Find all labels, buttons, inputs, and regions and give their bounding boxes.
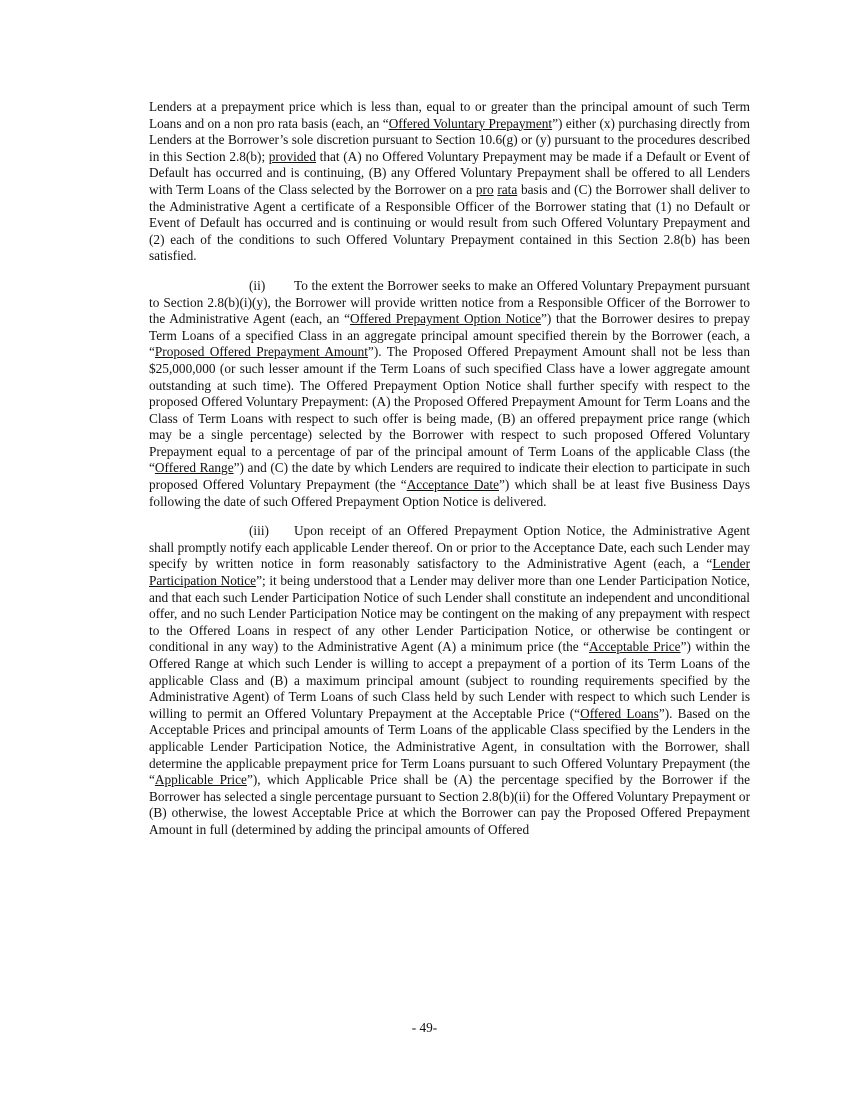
text-run: ”). The Proposed Offered Prepayment Amount shall not be less than $25,000,000 (or such lesser amount if the Term Loans of such specified Class have a lower aggregate amount outstanding at such time). The Offered Prepayment Option Notice shall further specify with respect to the proposed Offered Voluntary Prepayment: (A) the Proposed Offered Prepayment Amount for Term Loans and the Class of Term Loans with respect to such offer is being made, (B) an offered prepayment price range (which may be a single percentage) selected by the Borrower with respect to such proposed Offered Voluntary Prepayment equal to a percentage of par of the principal amount of Term Loans of the applicable Class (the “ (149, 344, 750, 476)
text-run: ”; it being understood that a Lender may deliver more than one Lender Participation Notice, and that each such Lender Participation Notice of such Lender shall constitute an independent and unconditional offer, and no such Lender Participation Notice may be contingent on the making of any prepayment with respect to the Offered Loans in respect of any other Lender Participation Notice, or otherwise be contingent or conditional in any way) to the Administrative Agent (A) a minimum price (the “ (149, 573, 751, 655)
text-run: ”). Based on the Acceptable Prices and principal amounts of Term Loans of the applicable Class specified by the Lenders in the applicable Lender Participation Notice, the Administrative Agent, in consultation with the Borrower, shall determine the applicable prepayment price for Term Loans pursuant to such Offered Voluntary Prepayment (the “ (149, 705, 750, 788)
defined-term: pro (475, 181, 494, 197)
clause-number: (iii) (249, 523, 269, 539)
text-run: Upon receipt of an Offered Prepayment Option Notice, the Administrative Agent shall promptly notify each applicable Lender thereof. On or prior to the Acceptance Date, each such Lender may specify by written notice in form reasonably satisfactory to the Administrative Agent (each, a “ (149, 523, 750, 572)
defined-term: Proposed Offered Prepayment Amount (154, 344, 368, 360)
text-run: that (A) no Offered Voluntary Prepayment may be made if a Default or Event of Default has occurred and is continuing, (B) any Offered Voluntary Prepayment shall be offered to all Lenders with Term Loans of the Class selected by the Borrower on a (149, 148, 750, 197)
defined-term: provided (268, 148, 317, 164)
text-run: To the extent the Borrower seeks to make an Offered Voluntary Prepayment pursuant to Section 2.8(b)(i)(y), the Borrower will provide written notice from a Responsible Officer of the Borrower to the Administrative Agent (each, an “ (149, 277, 750, 327)
defined-term: Offered Range (154, 460, 234, 476)
defined-term: rata (497, 181, 518, 197)
text-run: ”) and (C) the date by which Lenders are required to indicate their election to participate in such proposed Offered Voluntary Prepayment (the “ (149, 460, 750, 493)
clause-number: (ii) (249, 277, 266, 293)
defined-term: Applicable Price (154, 772, 247, 788)
text-run: ”), which Applicable Price shall be (A) the percentage specified by the Borrower if the Borrower has selected a single percentage pursuant to Section 2.8(b)(ii) for the Offered Voluntary Prepayment or (B) otherwise, the lowest Acceptable Price at which the Borrower can pay the Proposed Offered Prepayment Amount in full (determined by adding the principal amounts of Offered (149, 772, 750, 837)
text-run: ”) which shall be at least five Business Days following the date of such Offered Prepayment Option Notice is delivered. (149, 477, 750, 509)
text-run: basis and (C) the Borrower shall deliver to the Administrative Agent a certificate of a Responsible Officer of the Borrower stating that (1) no Default or Event of Default has occurred and is continuing or would result from such Offered Voluntary Prepayment and (2) each of the conditions to such Offered Voluntary Prepayment contained in this Section 2.8(b) has been satisfied. (149, 181, 750, 264)
defined-term: Acceptance Date (406, 477, 499, 493)
defined-term: Offered Loans (580, 705, 659, 721)
defined-term: Acceptable Price (589, 639, 681, 655)
page-number: - 49- (411, 1020, 438, 1035)
defined-term: Offered Prepayment Option Notice (349, 311, 542, 327)
defined-term: Lender Participation Notice (149, 556, 750, 589)
text-run: ”) either (x) purchasing directly from Lenders at the Borrower’s sole discretion pursuant to Section 10.6(g) or (y) pursuant to the procedures described in this Section 2.8(b); (149, 115, 751, 164)
paragraph-iii (149, 523, 750, 838)
text-run: ”) within the Offered Range at which such Lender is willing to accept a prepayment of a portion of its Term Loans of the applicable Class and (B) a maximum principal amount (subject to rounding requirements specified by the Administrative Agent) of Term Loans of such Class held by such Lender with respect to which such Lender is willing to permit an Offered Voluntary Prepayment at the Acceptable Price (“ (149, 639, 750, 721)
text-run: ”) that the Borrower desires to prepay Term Loans of a specified Class in an aggregate principal amount specified therein by the Borrower (each, a “ (149, 311, 750, 360)
body-text (149, 99, 750, 852)
paragraph-offered-voluntary-prepayment (149, 99, 750, 265)
defined-term: Offered Voluntary Prepayment (388, 115, 553, 131)
paragraph-ii (149, 278, 750, 510)
text-run: Lenders at a prepayment price which is less than, equal to or greater than the principal amount of such Term Loans and on a non pro rata basis (each, an “ (149, 99, 750, 131)
